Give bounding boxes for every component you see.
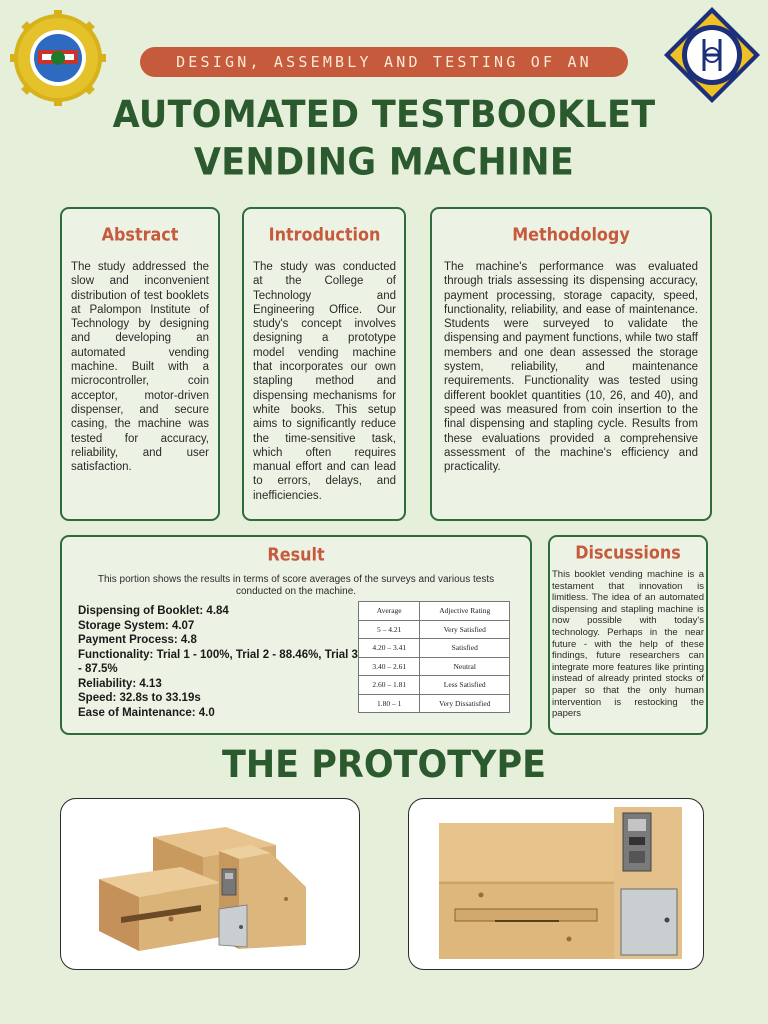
result-item: Reliability: 4.13 — [78, 677, 162, 690]
introduction-text: The study was conducted at the College of Technology and Engineering Office. Our study's concept involves designing a prototype model vending machine that incorporates our own stapling method and dispensing mechanisms for white books. This setup aims to significantly reduce the time-sensitive task, which often requires manual effort and can lead to errors, delays, and inefficiencies. — [253, 261, 396, 502]
table-cell: Neutral — [420, 657, 510, 676]
result-heading: Result — [267, 544, 325, 565]
table-cell: Less Satisfied — [420, 676, 510, 695]
table-cell: Very Satisfied — [420, 620, 510, 639]
prototype-isometric-photo — [60, 798, 360, 970]
methodology-text: The machine's performance was evaluated through trials assessing its dispensing accuracy, payment processing, storage capacity, speed, functionality, reliability, and ease of maintenance. Students were surveyed to validate the dispensing and payment functions, while two staff members and one dean assessed the storage system, reliability, and maintenance requirements. Functionality was tested using different booklet quantities (10, 26, and 40), and speed was measured from coin insertion to the final dispensing and stapling cycle. Results from these evaluations provided a comprehensive assessment of the machine's efficiency and practicality. — [444, 261, 698, 474]
introduction-heading: Introduction — [268, 224, 381, 245]
introduction-panel — [242, 207, 406, 521]
table-cell: Satisfied — [420, 639, 510, 658]
abstract-panel — [60, 207, 220, 521]
discussions-heading: Discussions — [575, 542, 681, 563]
result-intro: This portion shows the results in terms of score averages of the surveys and various tests conducted on the machine. — [97, 574, 495, 597]
table-row — [359, 657, 510, 676]
table-row — [359, 694, 510, 713]
result-item: Payment Process: 4.8 — [78, 634, 197, 646]
rating-scale-table — [358, 601, 510, 713]
table-cell: 5 – 4.21 — [359, 620, 420, 639]
table-cell: 1.80 – 1 — [359, 694, 420, 713]
result-list — [78, 604, 363, 720]
table-row — [359, 639, 510, 658]
table-header-row — [359, 602, 510, 621]
table-cell: 2.60 – 1.81 — [359, 676, 420, 695]
table-cell: 3.40 – 2.61 — [359, 657, 420, 676]
discussions-panel — [548, 535, 708, 735]
table-header-cell: Adjective Rating — [420, 602, 510, 621]
abstract-heading: Abstract — [101, 224, 179, 245]
result-item: Storage System: 4.07 — [78, 619, 195, 632]
table-header-cell: Average — [359, 602, 420, 621]
methodology-heading: Methodology — [512, 224, 630, 245]
table-cell: 4.20 – 3.41 — [359, 639, 420, 658]
discussions-text: This booklet vending machine is a testament that innovation is limitless. The idea of an automated dispensing and stapling machine is now possible with today's technology. Perhaps in the near future - with the help of these findings, future researchers can integrate more features like printing instead of already printed stocks of paper so that the only human intervention is restocking the papers — [552, 569, 704, 720]
abstract-text: The study addressed the slow and inconvenient distribution of test booklets at Palompon Institute of Technology by designing and developing an automated vending machine. Built with a microcontroller, coin acceptor, motor-driven dispenser, and secure casing, the machine was tested for accuracy, reliability, and user satisfaction. — [71, 261, 209, 474]
prototype-front-photo — [408, 798, 704, 970]
title-ribbon: DESIGN, ASSEMBLY AND TESTING OF AN — [140, 47, 628, 77]
prototype-heading: THE PROTOTYPE — [221, 743, 547, 787]
result-item: Speed: 32.8s to 33.19s — [78, 692, 201, 704]
poster-title: AUTOMATED TESTBOOKLET VENDING MACHINE — [112, 93, 656, 185]
result-item: Functionality: Trial 1 - 100%, Trial 2 - 88.46%, Trial 3 - 87.5% — [78, 648, 358, 675]
result-panel — [60, 535, 532, 735]
methodology-panel — [430, 207, 712, 521]
result-item: Ease of Maintenance: 4.0 — [78, 706, 215, 719]
engineers-institute-logo — [662, 5, 762, 105]
result-item: Dispensing of Booklet: 4.84 — [78, 605, 229, 617]
table-row — [359, 620, 510, 639]
table-row — [359, 676, 510, 695]
table-cell: Very Dissatisfied — [420, 694, 510, 713]
